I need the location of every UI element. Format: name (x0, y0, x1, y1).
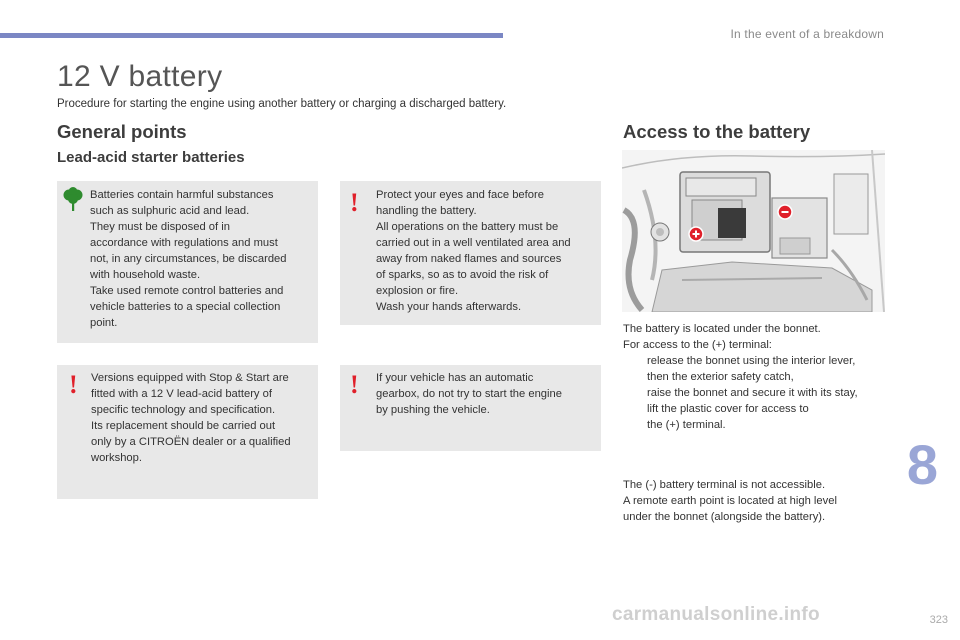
step-text: raise the bonnet and secure it with its stay, (647, 387, 858, 399)
leaf-icon (62, 187, 84, 213)
text-line: accordance with regulations and must (90, 237, 278, 249)
page-title: 12 V battery (57, 60, 223, 93)
step-item (623, 385, 893, 401)
text-line: Versions equipped with Stop & Start are (91, 372, 289, 384)
text-line: by pushing the vehicle. (376, 404, 490, 416)
text-line: workshop. (91, 452, 142, 464)
text-line: point. (90, 317, 118, 329)
text-line: specific technology and specification. (91, 404, 276, 416)
warning-icon: ! (350, 188, 359, 217)
gearbox-warning-text (376, 370, 598, 418)
text-line: fitted with a 12 V lead-acid battery of (91, 388, 272, 400)
note-line: under the bonnet (alongside the battery). (623, 511, 826, 523)
text-line: such as sulphuric acid and lead. (90, 205, 250, 217)
intro-line: For access to the (+) terminal: (623, 339, 772, 351)
section-title: In the event of a breakdown (730, 27, 884, 41)
warning-icon: ! (69, 370, 78, 399)
header-accent-bar (0, 33, 503, 38)
text-line: not, in any circumstances, be discarded (90, 253, 287, 265)
text-line: away from naked flames and sources (376, 253, 562, 265)
note-line: A remote earth point is located at high level (623, 495, 837, 507)
text-line: They must be disposed of in (90, 221, 230, 233)
step-item (623, 401, 893, 433)
chapter-number: 8 (906, 433, 938, 496)
text-line: Wash your hands afterwards. (376, 301, 522, 313)
environment-note-text (90, 187, 315, 331)
note-line: The (-) battery terminal is not accessible. (623, 479, 826, 491)
engine-bay-illustration (622, 150, 885, 312)
watermark: carmanualsonline.info (612, 604, 820, 625)
text-line: only by a CITROËN dealer or a qualified (91, 436, 291, 448)
text-line: Batteries contain harmful substances (90, 189, 274, 201)
step-text: lift the plastic cover for access to (647, 403, 809, 415)
warning-icon: ! (350, 370, 359, 399)
text-line: Its replacement should be carried out (91, 420, 276, 432)
access-battery-heading: Access to the battery (623, 121, 811, 142)
page-number: 323 (929, 614, 948, 626)
text-line: All operations on the battery must be (376, 221, 559, 233)
general-points-heading: General points (57, 121, 187, 142)
step-text: the (+) terminal. (647, 419, 726, 431)
text-line: vehicle batteries to a special collection (90, 301, 281, 313)
lead-acid-subheading: Lead-acid starter batteries (57, 149, 245, 166)
access-instructions (623, 321, 893, 433)
safety-warning-text (376, 187, 598, 315)
page-subtitle: Procedure for starting the engine using another battery or charging a discharged battery. (57, 98, 507, 110)
environment-note-box (57, 181, 318, 343)
stop-start-warning-box (57, 365, 318, 499)
text-line: gearbox, do not try to start the engine (376, 388, 562, 400)
stop-start-warning-text (91, 370, 315, 466)
text-line: of sparks, so as to avoid the risk of (376, 269, 549, 281)
text-line: explosion or fire. (376, 285, 459, 297)
text-line: Protect your eyes and face before (376, 189, 544, 201)
step-text: release the bonnet using the interior lever, (647, 355, 856, 367)
text-line: handling the battery. (376, 205, 477, 217)
step-item (623, 353, 893, 385)
step-text: then the exterior safety catch, (647, 371, 794, 383)
earth-point-note (623, 477, 893, 525)
engine-bay-photo (622, 150, 885, 312)
text-line: If your vehicle has an automatic (376, 372, 534, 384)
text-line: Take used remote control batteries and (90, 285, 284, 297)
intro-line: The battery is located under the bonnet. (623, 323, 821, 335)
text-line: with household waste. (90, 269, 201, 281)
gearbox-warning-box (340, 365, 601, 451)
safety-warning-box (340, 181, 601, 325)
text-line: carried out in a well ventilated area and (376, 237, 571, 249)
